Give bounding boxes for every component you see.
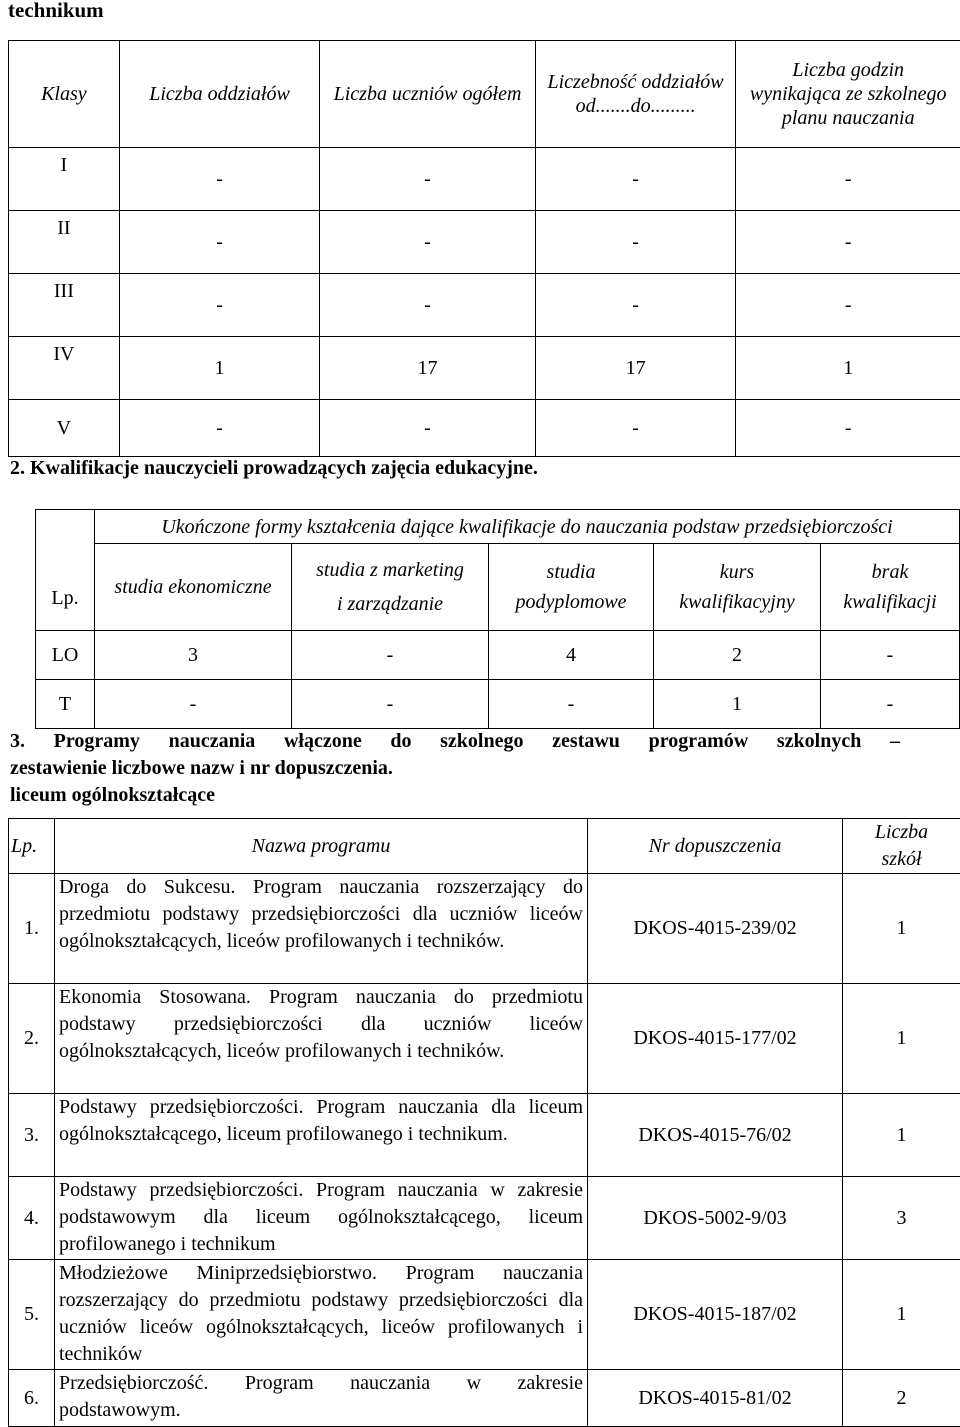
row-number: 4. — [9, 1177, 55, 1260]
table-cell: 1 — [119, 337, 320, 400]
header-studia-marketing — [292, 544, 489, 631]
table-cell: - — [489, 680, 654, 729]
header-nr-dopuszczenia: Nr dopuszczenia — [588, 819, 843, 874]
header-studia-marketing-line1: studia z marketing — [292, 558, 488, 582]
header-brak-kwalifikacji — [821, 544, 960, 631]
table-cell: - — [320, 211, 535, 274]
section-3-title-line2: zestawienie liczbowe nazw i nr dopuszczenia. — [10, 757, 393, 780]
table-row — [9, 984, 960, 1094]
programs-table — [8, 818, 960, 1427]
table-cell: - — [535, 400, 736, 457]
row-number: 1. — [9, 874, 55, 984]
table-row — [9, 1370, 960, 1427]
header-lp: Lp. — [9, 819, 55, 874]
table-row — [36, 631, 960, 680]
table-row — [9, 148, 960, 211]
section-2-title: 2. Kwalifikacje nauczycieli prowadzących zajęcia edukacyjne. — [10, 457, 538, 480]
school-count: 2 — [843, 1370, 960, 1427]
header-studia-podyplomowe — [489, 544, 654, 631]
table-cell: - — [736, 148, 960, 211]
table-cell: - — [821, 631, 960, 680]
table-header-row — [9, 819, 960, 874]
header-nazwa-programu: Nazwa programu — [55, 819, 588, 874]
approval-number: DKOS-4015-81/02 — [588, 1370, 843, 1427]
table-row — [9, 400, 960, 457]
table-row — [9, 337, 960, 400]
table-cell: 1 — [654, 680, 821, 729]
table-cell: - — [292, 680, 489, 729]
table-row — [9, 1177, 960, 1260]
header-kurs-kwalifikacyjny — [654, 544, 821, 631]
school-count: 3 — [843, 1177, 960, 1260]
school-count: 1 — [843, 1260, 960, 1370]
table-cell: - — [119, 211, 320, 274]
table-row — [9, 211, 960, 274]
table-cell: 2 — [654, 631, 821, 680]
row-number: 2. — [9, 984, 55, 1094]
table-cell: - — [292, 631, 489, 680]
row-number: 3. — [9, 1094, 55, 1177]
table-cell: 3 — [95, 631, 292, 680]
page-heading: technikum — [8, 0, 104, 23]
header-liczba-oddzialow: Liczba oddziałów — [119, 41, 320, 148]
class-label: IV — [9, 337, 120, 400]
row-label: LO — [36, 631, 95, 680]
school-count: 1 — [843, 874, 960, 984]
row-label: T — [36, 680, 95, 729]
table-header-row — [36, 544, 960, 631]
table-cell: - — [95, 680, 292, 729]
header-studia-ekonomiczne: studia ekonomiczne — [95, 544, 292, 631]
approval-number: DKOS-4015-76/02 — [588, 1094, 843, 1177]
table-header-row — [36, 510, 960, 544]
header-lp: Lp. — [36, 510, 95, 631]
table-row — [9, 1260, 960, 1370]
table-cell: - — [736, 211, 960, 274]
table-cell: - — [736, 274, 960, 337]
table-header-row — [9, 41, 960, 148]
table-cell: - — [535, 148, 736, 211]
header-studia-podyplomowe-line1: studia — [489, 560, 653, 584]
approval-number: DKOS-5002-9/03 — [588, 1177, 843, 1260]
approval-number: DKOS-4015-177/02 — [588, 984, 843, 1094]
row-number: 5. — [9, 1260, 55, 1370]
row-number: 6. — [9, 1370, 55, 1427]
table-row — [9, 874, 960, 984]
table-cell: - — [320, 274, 535, 337]
approval-number: DKOS-4015-187/02 — [588, 1260, 843, 1370]
program-name: Podstawy przedsiębiorczości. Program nauczania dla liceum ogólnokształcącego, liceum profilowanego i technikum. — [55, 1094, 588, 1177]
table-cell: 17 — [320, 337, 535, 400]
header-liczba-godzin: Liczba godzin wynikająca ze szkolnego planu nauczania — [736, 41, 960, 148]
header-liczebnosc: Liczebność oddziałów od.......do......... — [535, 41, 736, 148]
table-cell: - — [320, 400, 535, 457]
program-name: Podstawy przedsiębiorczości. Program nauczania w zakresie podstawowym dla liceum ogólnokształcącego, liceum profilowanego i technikum — [55, 1177, 588, 1260]
header-kurs-line1: kurs — [654, 560, 820, 584]
teacher-qualifications-table — [35, 509, 960, 729]
section-3-title-line1: 3. Programy nauczania włączone do szkolnego zestawu programów szkolnych – — [10, 730, 900, 753]
header-brak-line2: kwalifikacji — [821, 590, 959, 614]
program-name: Droga do Sukcesu. Program nauczania rozszerzający do przedmiotu podstawy przedsiębiorczości dla uczniów liceów ogólnokształcących, liceów profilowanych i techników. — [55, 874, 588, 984]
class-summary-table — [8, 40, 960, 457]
header-studia-marketing-line2: i zarządzanie — [292, 592, 488, 616]
table-cell: - — [320, 148, 535, 211]
header-klasy: Klasy — [9, 41, 120, 148]
program-name: Młodzieżowe Miniprzedsiębiorstwo. Program nauczania rozszerzający do przedmiotu podstawy przedsiębiorczości dla uczniów liceów ogólnokształcących, liceów profilowanych i techników — [55, 1260, 588, 1370]
header-brak-line1: brak — [821, 560, 959, 584]
table-cell: - — [821, 680, 960, 729]
table-cell: - — [736, 400, 960, 457]
header-group: Ukończone formy kształcenia dające kwalifikacje do nauczania podstaw przedsiębiorczości — [95, 510, 960, 544]
header-liczba-uczniow: Liczba uczniów ogółem — [320, 41, 535, 148]
header-kurs-line2: kwalifikacyjny — [654, 590, 820, 614]
table-cell: 1 — [736, 337, 960, 400]
class-label: II — [9, 211, 120, 274]
program-name: Przedsiębiorczość. Program nauczania w zakresie podstawowym. — [55, 1370, 588, 1427]
table-cell: - — [535, 211, 736, 274]
header-liczba-szkol — [843, 819, 960, 874]
header-liczba-line2: szkół — [843, 846, 960, 873]
table-row — [9, 274, 960, 337]
approval-number: DKOS-4015-239/02 — [588, 874, 843, 984]
table-cell: - — [119, 274, 320, 337]
table-cell: 4 — [489, 631, 654, 680]
table-cell: - — [119, 400, 320, 457]
school-count: 1 — [843, 984, 960, 1094]
class-label: V — [9, 400, 120, 457]
table-row — [36, 680, 960, 729]
class-label: I — [9, 148, 120, 211]
program-name: Ekonomia Stosowana. Program nauczania do przedmiotu podstawy przedsiębiorczości dla uczniów liceów ogólnokształcących, liceów profilowanych i techników. — [55, 984, 588, 1094]
table-cell: 17 — [535, 337, 736, 400]
table-cell: - — [535, 274, 736, 337]
section-3-subtitle: liceum ogólnokształcące — [10, 784, 215, 807]
header-liczba-line1: Liczba — [843, 819, 960, 846]
table-cell: - — [119, 148, 320, 211]
school-count: 1 — [843, 1094, 960, 1177]
header-studia-podyplomowe-line2: podyplomowe — [489, 590, 653, 614]
class-label: III — [9, 274, 120, 337]
table-row — [9, 1094, 960, 1177]
